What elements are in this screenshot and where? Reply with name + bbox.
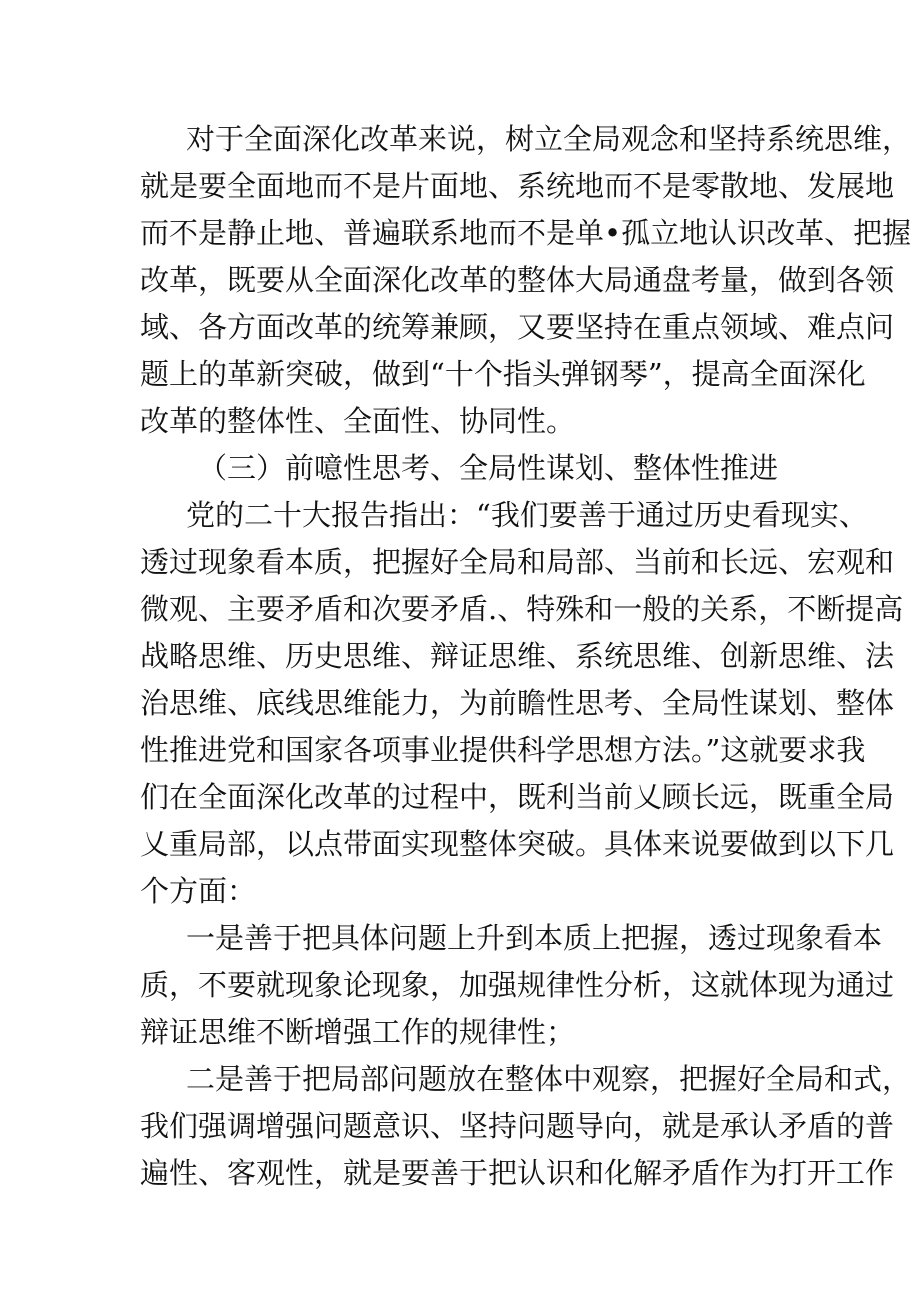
paragraph-2-line-5: 治思维、底线思维能力，为前瞻性思考、全局性谋划、整体 (140, 686, 895, 720)
paragraph-1-line-2: 就是要全面地而不是片面地、系统地而不是零散地、发展地 (140, 169, 895, 203)
paragraph-3-line-3: 辩证思维不断增强工作的规律性； (140, 1015, 576, 1049)
paragraph-2-line-8: 乂重局部，以点带面实现整体突破。具体来说要做到以下几 (140, 827, 895, 861)
paragraph-1-line-1: 对于全面深化改革来说，树立全局观念和坚持系统思维， (186, 122, 912, 156)
paragraph-4-line-2: 我们强调增强问题意识、坚持问题导向，就是承认矛盾的普 (140, 1109, 895, 1143)
paragraph-3-line-1: 一是善于把具体问题上升到本质上把握，透过现象看本 (186, 921, 883, 955)
paragraph-2-line-6: 性推进党和国家各项事业提供科学思想方法。”这就要求我 (140, 733, 866, 767)
paragraph-2-line-9: 个方面： (140, 874, 257, 908)
paragraph-2-line-7: 们在全面深化改革的过程中，既利当前乂顾长远，既重全局 (140, 780, 895, 814)
paragraph-1-line-6: 题上的革新突破，做到“十个指头弹钢琴”，提高全面深化 (140, 357, 866, 391)
paragraph-3-line-2: 质，不要就现象论现象，加强规律性分析，这就体现为通过 (140, 968, 895, 1002)
paragraph-1-line-5: 域、各方面改革的统筹兼顾，又要坚持在重点领域、难点问 (140, 310, 895, 344)
paragraph-1-line-4: 改革，既要从全面深化改革的整体大局通盘考量，做到各领 (140, 263, 895, 297)
paragraph-2-line-2: 透过现象看本质，把握好全局和局部、当前和长远、宏观和 (140, 545, 895, 579)
paragraph-1-line-7: 改革的整体性、全面性、协同性。 (140, 404, 576, 438)
paragraph-4-line-3: 遍性、客观性，就是要善于把认识和化解矛盾作为打开工作 (140, 1156, 895, 1190)
paragraph-2-line-1: 党的二十大报告指出：“我们要善于通过历史看现实、 (186, 498, 868, 532)
section-heading: （三）前噫性思考、全局性谋划、整体性推进 (198, 451, 779, 485)
paragraph-2-line-3: 微观、主要矛盾和次要矛盾.、特殊和一般的关系，不断提高 (140, 592, 904, 626)
paragraph-4-line-1: 二是善于把局部问题放在整体中观察，把握好全局和式， (186, 1062, 912, 1096)
paragraph-1-line-3: 而不是静止地、普遍联系地而不是单•孤立地认识改革、把握 (140, 216, 912, 250)
paragraph-2-line-4: 战略思维、历史思维、辩证思维、系统思维、创新思维、法 (140, 639, 895, 673)
